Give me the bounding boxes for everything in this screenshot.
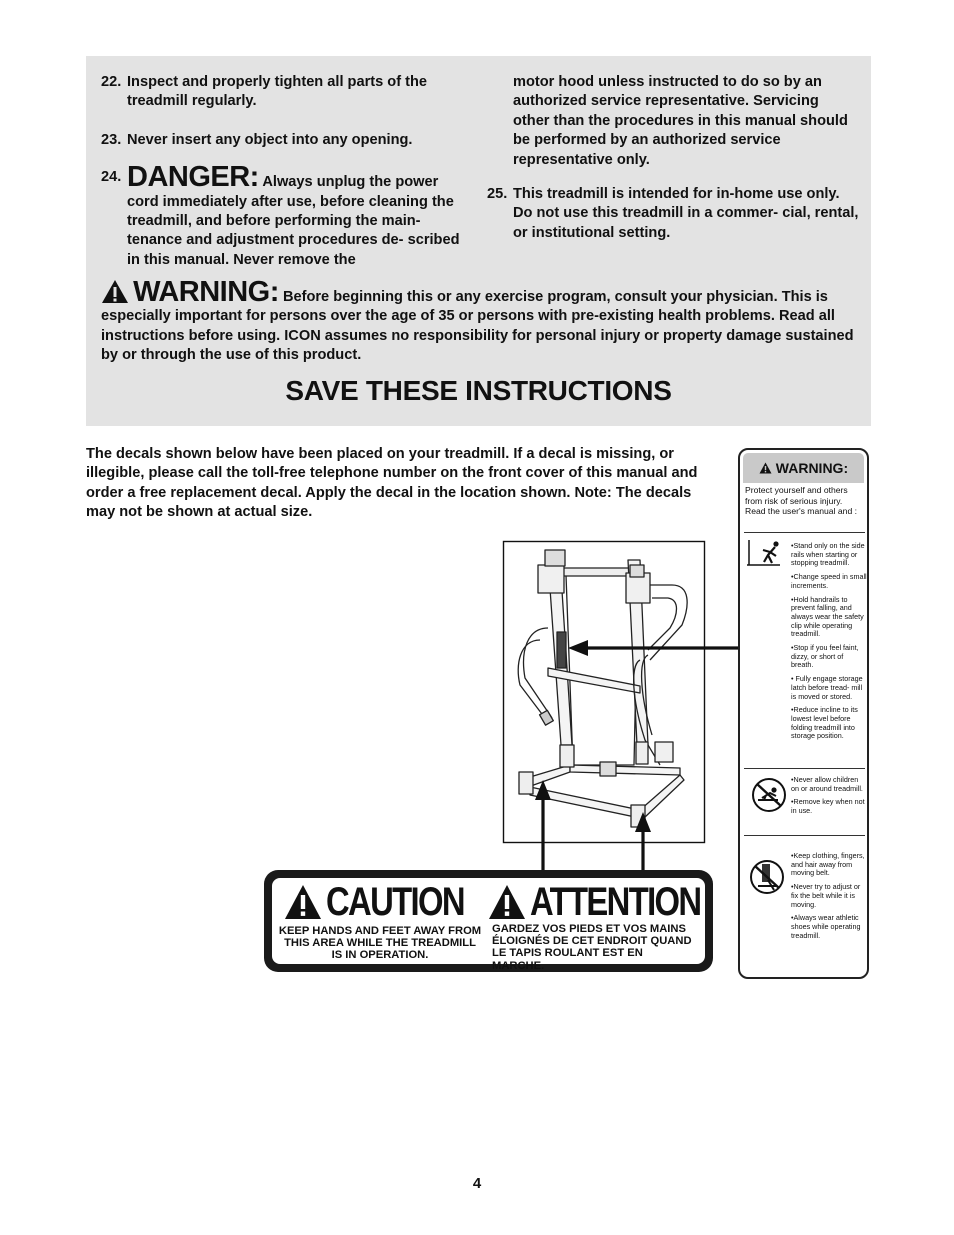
warning-bullet: •Change speed in small increments. xyxy=(791,572,867,590)
warning-list-1 xyxy=(791,542,867,746)
caution-decal xyxy=(264,870,713,972)
item-number: 22. xyxy=(101,74,122,90)
warning-bullet: •Keep clothing, fingers, and hair away from moving belt. xyxy=(791,851,865,878)
caution-word: CAUTION xyxy=(326,880,464,924)
caution-english-text: KEEP HANDS AND FEET AWAY FROM THIS AREA WHILE THE TREADMILL IS IN OPERATION. xyxy=(278,925,482,962)
item-text: Never insert any object into any opening. xyxy=(127,131,413,148)
divider xyxy=(744,532,865,533)
warning-bullet: •Hold handrails to prevent falling, and always wear the safety clip while operating treadmill. xyxy=(791,594,864,639)
warning-decal-intro: Protect yourself and others from risk of serious injury. Read the user's manual and : xyxy=(745,485,857,516)
warning-bullet: •Stand only on the side rails when starting or stopping treadmill. xyxy=(791,541,865,568)
side-rails-icon xyxy=(746,538,782,568)
danger-label: DANGER: xyxy=(127,161,259,194)
item-number: 25. xyxy=(487,186,508,203)
warning-bullet: •Never try to adjust or fix the belt while it is moving. xyxy=(791,882,861,909)
instruction-24-continued: motor hood unless instructed to do so by an authorized service representative. Servicing other than the procedures in this manual should be performed by an authorized service representative only. xyxy=(513,74,848,168)
attention-triangle-icon xyxy=(488,884,526,920)
attention-word: ATTENTION xyxy=(530,880,701,924)
warning-decal-title: WARNING: xyxy=(775,460,849,476)
no-children-icon xyxy=(750,776,788,814)
save-instructions-heading: SAVE THESE INSTRUCTIONS xyxy=(285,375,672,406)
item-text: Inspect and properly tighten all parts of the treadmill regularly. xyxy=(127,74,428,110)
warning-bullet: •Never allow children on or around treadmill. xyxy=(791,775,863,793)
caution-french-text: GARDEZ VOS PIEDS ET VOS MAINS ÉLOIGNÉS DE CET ENDROIT QUAND LE TAPIS ROULANT EST EN MARCHE. xyxy=(492,923,692,972)
divider xyxy=(744,835,865,836)
item-number: 24. xyxy=(101,169,122,186)
item-number: 23. xyxy=(101,131,122,148)
warning-label: WARNING: xyxy=(133,276,279,308)
warning-bullet: • Fully engage storage latch before tread- mill is moved or stored. xyxy=(791,674,863,701)
warning-decal-header xyxy=(743,453,864,483)
page-number: 4 xyxy=(472,1175,482,1192)
caution-triangle-icon xyxy=(284,884,322,920)
warning-bullet: •Stop if you feel faint, dizzy, or short of breath. xyxy=(791,643,859,670)
warning-decal xyxy=(738,448,869,979)
warning-triangle-icon xyxy=(759,462,772,474)
warning-bullet: •Always wear athletic shoes while operating treadmill. xyxy=(791,913,861,940)
decal-intro-text: The decals shown below have been placed on your treadmill. If a decal is missing, or illegible, please call the toll-free telephone number on the front cover of this manual and order a free replacement decal. Apply the decal in the location shown. Note: The decals may not be shown at actual size. xyxy=(86,446,698,521)
item-text: This treadmill is intended for in-home use only. Do not use this treadmill in a commer- cial, rental, or institutional setting. xyxy=(513,186,859,241)
warning-bullet: •Reduce incline to its lowest level before folding treadmill into storage position. xyxy=(791,705,858,741)
divider xyxy=(744,768,865,769)
warning-list-3 xyxy=(791,852,867,945)
warning-text: Before beginning this or any exercise program, consult your physician. This is especially important for persons over the age of 35 or persons with pre-existing health problems. Read all instructions before using. ICON assumes no responsibility for personal injury or property damage sustained by or through the use of this product. xyxy=(101,289,854,364)
caution-decal-inner xyxy=(272,878,705,972)
moving-belt-icon xyxy=(748,856,786,898)
item-text: Always unplug the power cord immediately after use, before cleaning the treadmill, and before performing the main- tenance and adjustment procedures de- scribed in this manual. Never remove the xyxy=(127,174,460,268)
warning-list-2 xyxy=(791,776,867,821)
warning-bullet: •Remove key when not in use. xyxy=(791,797,865,816)
